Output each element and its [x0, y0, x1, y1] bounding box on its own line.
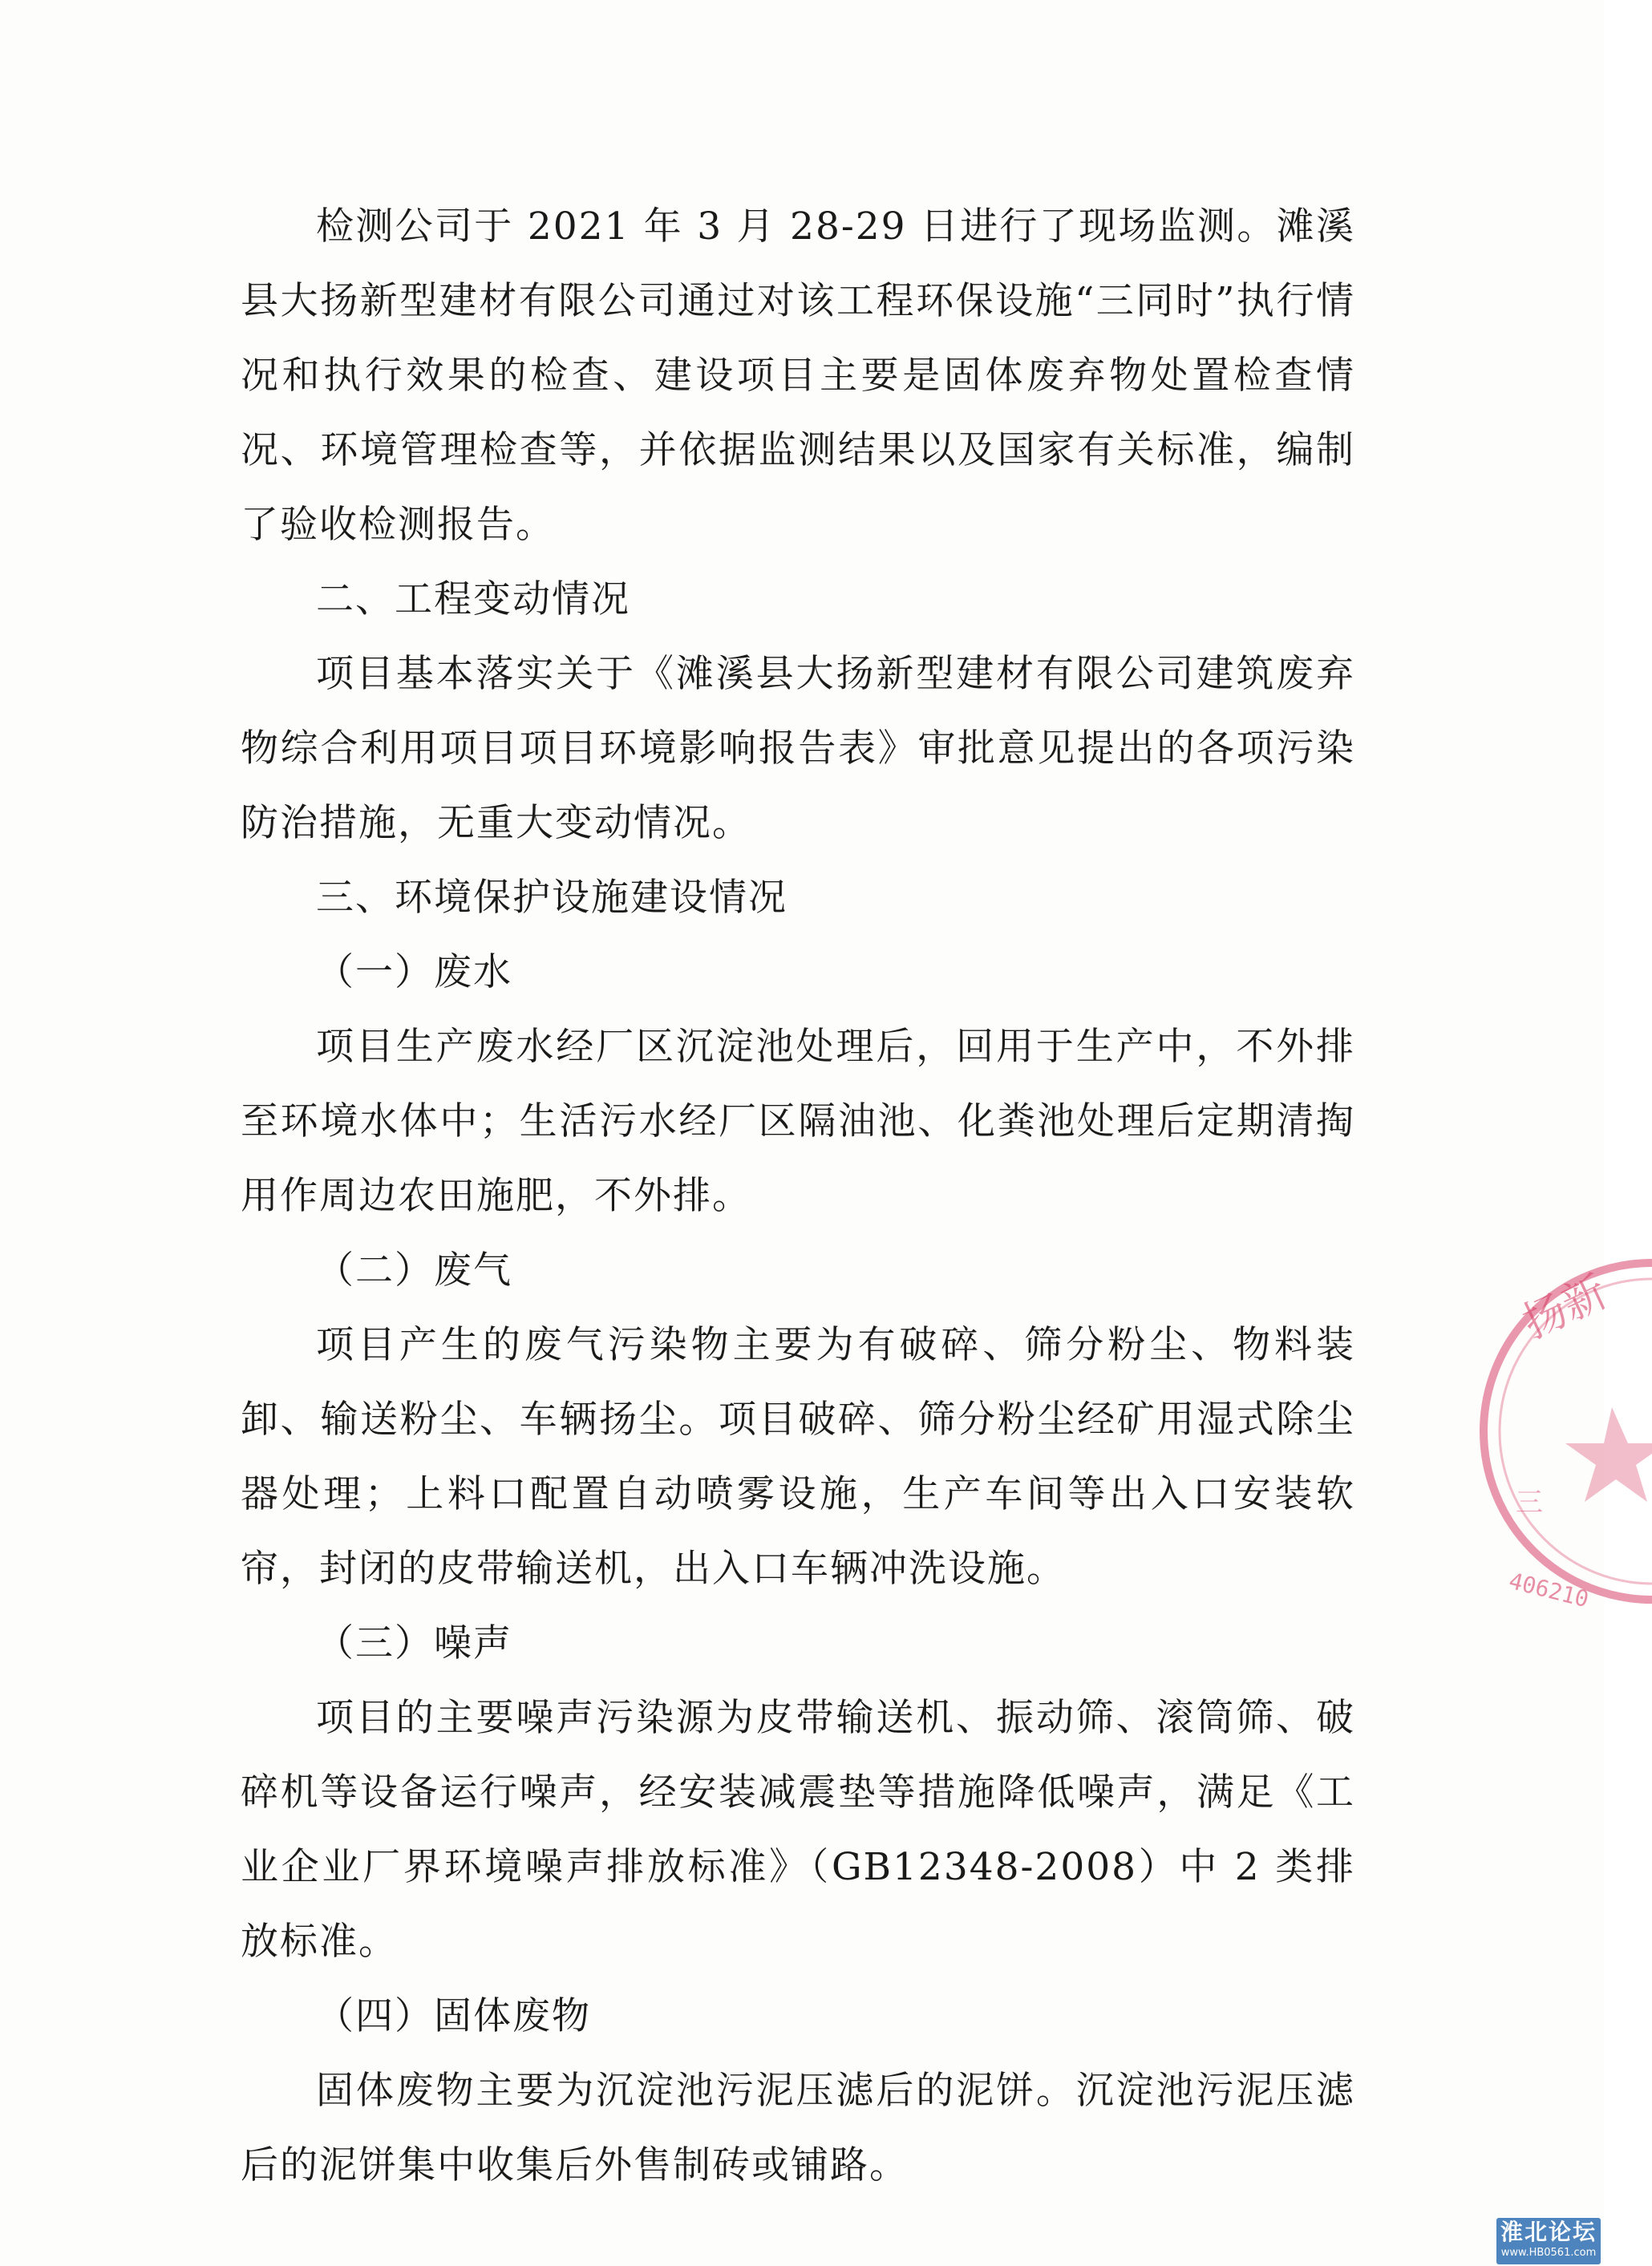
section-heading-2: 二、工程变动情况: [316, 577, 630, 621]
paragraph-intro: 检测公司于 2021 年 3 月 28-29 日进行了现场监测。滩溪县大扬新型建材有限公司通过对该工程环保设施“三同时”执行情况和执行效果的检查、建设项目主要是固体废弃物处置检查情况、环境管理检查等，并依据监测结果以及国家有关标准，编制了验收检测报告。: [241, 204, 1355, 547]
seal-chars: 扬新: [1514, 1266, 1615, 1349]
seal-mark: 三: [1516, 1487, 1543, 1519]
forum-watermark: [1496, 2218, 1601, 2264]
company-seal: [1468, 1247, 1652, 1616]
subsection-heading-wastewater: （一）废水: [316, 950, 512, 994]
watermark-title: 淮北论坛: [1500, 2219, 1597, 2245]
paragraph-noise: 项目的主要噪声污染源为皮带输送机、振动筛、滚筒筛、破碎机等设备运行噪声，经安装减震垫等措施降低噪声，满足《工业企业厂界环境噪声排放标准》（GB12348-2008）中 2 类排放标准。: [241, 1696, 1355, 1964]
section-heading-3: 三、环境保护设施建设情况: [316, 876, 788, 920]
watermark-url: www.HB0561.com: [1500, 2247, 1597, 2259]
document-body: [241, 189, 1355, 2203]
paragraph-wastewater: 项目生产废水经厂区沉淀池处理后，回用于生产中，不外排至环境水体中；生活污水经厂区隔油池、化粪池处理后定期清掏用作周边农田施肥，不外排。: [241, 1025, 1355, 1218]
subsection-heading-solid-waste: （四）固体废物: [316, 1994, 591, 2038]
subsection-heading-noise: （三）噪声: [316, 1621, 512, 1665]
paragraph-solid-waste: 固体废物主要为沉淀池污泥压滤后的泥饼。沉淀池污泥压滤后的泥饼集中收集后外售制砖或铺路。: [241, 2069, 1355, 2187]
paragraph-changes: 项目基本落实关于《滩溪县大扬新型建材有限公司建筑废弃物综合利用项目项目环境影响报告表》审批意见提出的各项污染防治措施，无重大变动情况。: [241, 652, 1355, 845]
paragraph-exhaust: 项目产生的废气污染物主要为有破碎、筛分粉尘、物料装卸、输送粉尘、车辆扬尘。项目破碎、筛分粉尘经矿用湿式除尘器处理；上料口配置自动喷雾设施，生产车间等出入口安装软帘，封闭的皮带输送机，出入口车辆冲洗设施。: [241, 1323, 1355, 1591]
subsection-heading-exhaust: （二）废气: [316, 1248, 512, 1293]
seal-code: 406210: [1506, 1567, 1592, 1613]
